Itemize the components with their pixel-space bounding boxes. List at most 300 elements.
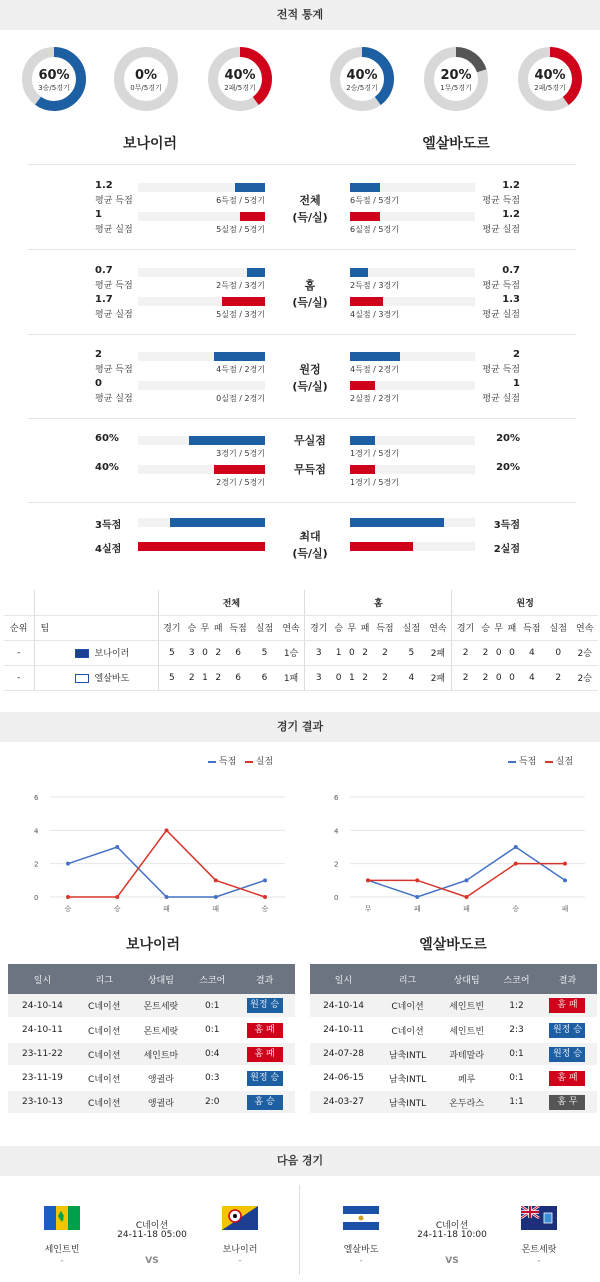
right-value: 1.2 (502, 180, 520, 191)
match-opponent[interactable]: 페루 (438, 1066, 495, 1090)
left-label: 평균 실점 (95, 225, 133, 235)
match-date: 24-03-27 (310, 1090, 377, 1114)
rank-cell: - (4, 640, 34, 665)
right-caption: 2실점 / 2경기 (350, 394, 399, 403)
next-dash: - (537, 1256, 541, 1266)
y-tick-label: 4 (34, 827, 39, 836)
left-bar-fill (235, 183, 265, 192)
team-cell[interactable] (34, 665, 158, 690)
standings-cell: 4 (519, 665, 545, 690)
right-bar-track (350, 268, 475, 277)
vs-label: VS (445, 1256, 459, 1266)
left-value: 1 (95, 209, 102, 220)
left-bar-track (138, 212, 265, 221)
right-value: 2실점 (493, 544, 520, 555)
left-bar-track (138, 542, 265, 551)
donut-1 (114, 47, 178, 111)
match-score: 2:3 (495, 1018, 538, 1042)
table-row (8, 1066, 295, 1090)
left-bar-track (138, 297, 265, 306)
data-point (465, 878, 469, 882)
data-point (563, 862, 567, 866)
right-bar-fill (350, 436, 375, 445)
x-tick-label: 패 (463, 905, 470, 913)
standings-cell: 5 (251, 640, 277, 665)
left-value: 4실점 (95, 544, 122, 555)
series-line-0 (368, 847, 565, 897)
legend-swatch (508, 761, 516, 763)
standings-cell: 0 (545, 640, 571, 665)
y-tick-label: 0 (334, 894, 339, 902)
category-label: 무득점 (294, 463, 326, 476)
match-score: 2:0 (190, 1090, 234, 1114)
standings-group-2: 원정 (452, 590, 598, 615)
table-row (310, 994, 597, 1018)
standings-cell: 0 (505, 665, 518, 690)
standings-cell: 1 (345, 665, 358, 690)
donut-caption: 2패/5경기 (224, 84, 256, 92)
right-bar-fill (350, 268, 368, 277)
table-row (310, 1066, 597, 1090)
data-point (66, 895, 70, 899)
category-label: 무실점 (294, 434, 326, 447)
match-result (234, 994, 295, 1018)
x-tick-label: 패 (212, 905, 220, 913)
result-badge: 홈 패 (247, 1023, 283, 1038)
right-bar-track (350, 436, 475, 445)
match-league: C네이션 (77, 994, 132, 1018)
match-date: 23-11-22 (8, 1042, 77, 1066)
x-tick-label: 패 (163, 905, 170, 913)
category-label: 전체 (득/실) (292, 194, 328, 224)
match-result (538, 1018, 597, 1042)
standings-cell: 2승 (571, 640, 598, 665)
divider (28, 502, 576, 503)
match-league: 남축INTL (377, 1042, 438, 1066)
left-label: 평균 득점 (95, 365, 133, 375)
right-bar-fill (350, 465, 375, 474)
match-result (538, 1042, 597, 1066)
standings-cell: 2 (479, 665, 492, 690)
standings-cell: 2패 (425, 665, 452, 690)
standings-cell: 1 (198, 665, 211, 690)
results-col-header: 일시 (8, 964, 77, 994)
standings-col-header: 경기 (452, 615, 479, 640)
data-point (465, 895, 469, 899)
divider (28, 164, 576, 165)
next-home-team[interactable]: 엘살바도 (343, 1245, 379, 1255)
table-row (8, 994, 295, 1018)
left-label: 평균 득점 (95, 281, 133, 291)
rank-header: 순위 (4, 615, 34, 640)
right-label: 평균 실점 (482, 310, 520, 320)
x-tick-label: 승 (261, 905, 269, 913)
match-date: 24-06-15 (310, 1066, 377, 1090)
standings-col-header: 연속 (571, 615, 598, 640)
table-row (8, 1042, 295, 1066)
standings-cell: 2 (359, 665, 372, 690)
match-opponent[interactable]: 세인트마 (132, 1042, 191, 1066)
left-bar-track (138, 465, 265, 474)
match-result (234, 1042, 295, 1066)
left-value: 2 (95, 349, 102, 360)
standings-cell: 0 (345, 640, 358, 665)
standings-col-header: 실점 (398, 615, 424, 640)
left-bar-fill (170, 518, 265, 527)
legend-label: 득점 (518, 757, 537, 767)
match-result (538, 1066, 597, 1090)
right-value: 1.2 (502, 209, 520, 220)
match-date: 23-10-13 (8, 1090, 77, 1114)
standings-cell: 4 (398, 665, 424, 690)
right-label: 평균 득점 (482, 196, 520, 206)
standings-table (4, 590, 598, 691)
right-caption: 4득점 / 2경기 (350, 365, 399, 374)
standings-cell: 0 (198, 640, 211, 665)
match-league: C네이션 (77, 1066, 132, 1090)
match-opponent[interactable]: 몬트세랏 (132, 1018, 191, 1042)
divider (28, 334, 576, 335)
match-league: C네이션 (77, 1042, 132, 1066)
standings-cell: 2패 (425, 640, 452, 665)
donut-2 (208, 47, 272, 111)
left-caption: 3경기 / 5경기 (216, 449, 265, 458)
match-score: 1:2 (495, 994, 538, 1018)
y-tick-label: 2 (34, 860, 39, 869)
standings-col-header: 경기 (158, 615, 185, 640)
left-caption: 0실점 / 2경기 (216, 394, 265, 403)
left-bar-track (138, 268, 265, 277)
standings-col-header: 승 (479, 615, 492, 640)
table-row (310, 1018, 597, 1042)
match-result (234, 1090, 295, 1114)
data-point (415, 878, 419, 882)
standings-cell: 2 (372, 640, 398, 665)
left-value: 0 (95, 378, 102, 389)
y-tick-label: 0 (34, 894, 39, 902)
data-point (214, 895, 218, 899)
left-bar-fill (240, 212, 265, 221)
results-col-header: 일시 (310, 964, 377, 994)
flag-icon (521, 1206, 557, 1230)
data-point (214, 878, 218, 882)
match-opponent[interactable]: 과테말라 (438, 1042, 495, 1066)
match-score: 0:1 (190, 1018, 234, 1042)
results-col-header: 스코어 (190, 964, 234, 994)
right-value: 0.7 (502, 265, 520, 276)
standings-cell: 2 (212, 640, 225, 665)
left-value: 0.7 (95, 265, 113, 276)
chart-legend (208, 754, 273, 767)
table-row (4, 640, 598, 665)
left-label: 평균 득점 (95, 196, 133, 206)
right-bar-track (350, 183, 475, 192)
right-team-name: 엘살바도르 (422, 136, 490, 152)
left-results-chart (30, 780, 290, 920)
match-score: 0:1 (495, 1066, 538, 1090)
standings-col-header: 승 (332, 615, 345, 640)
donut-percent: 20% (440, 68, 472, 83)
right-bar-fill (350, 518, 444, 527)
team-name: 엘살바도 (94, 674, 130, 684)
right-bar-track (350, 212, 475, 221)
next-league: C네이션 (435, 1221, 469, 1231)
result-badge: 홈 패 (549, 1071, 585, 1086)
flag-icon (75, 674, 89, 683)
legend-swatch (245, 761, 253, 763)
standings-col-header: 패 (505, 615, 518, 640)
standings-cell: 5 (158, 640, 185, 665)
left-bar-fill (189, 436, 265, 445)
match-league: C네이션 (77, 1090, 132, 1114)
donut-caption: 3승/5경기 (38, 84, 70, 92)
donut-caption: 2패/5경기 (534, 84, 566, 92)
standings-cell: 5 (398, 640, 424, 665)
left-results-team: 보나이러 (125, 937, 181, 953)
donut-percent: 40% (534, 68, 566, 83)
right-label: 평균 득점 (482, 281, 520, 291)
left-bar-fill (214, 465, 265, 474)
right-caption: 1경기 / 5경기 (350, 478, 399, 487)
result-badge: 원정 승 (549, 1047, 585, 1062)
match-score: 0:4 (190, 1042, 234, 1066)
data-point (514, 862, 518, 866)
standings-col-header: 패 (212, 615, 225, 640)
left-value: 60% (95, 433, 119, 444)
results-col-header: 상대팀 (438, 964, 495, 994)
standings-cell: 0 (505, 640, 518, 665)
results-col-header: 스코어 (495, 964, 538, 994)
standings-head-cell (34, 590, 158, 615)
standings-cell: 1패 (278, 665, 305, 690)
right-caption: 2득점 / 3경기 (350, 281, 399, 290)
match-score: 0:3 (190, 1066, 234, 1090)
right-bar-track (350, 352, 475, 361)
data-point (115, 895, 119, 899)
results-col-header: 결과 (538, 964, 597, 994)
left-caption: 6득점 / 5경기 (216, 196, 265, 205)
result-badge: 원정 승 (247, 1071, 283, 1086)
category-label: 홈 (득/실) (292, 279, 328, 309)
standings-col-header: 득점 (225, 615, 251, 640)
standings-cell: 2 (545, 665, 571, 690)
team-header: 팀 (34, 615, 158, 640)
standings-col-header: 득점 (372, 615, 398, 640)
data-point (115, 845, 119, 849)
divider (299, 1185, 300, 1275)
left-bar-track (138, 436, 265, 445)
match-opponent[interactable]: 온두라스 (438, 1090, 495, 1114)
right-caption: 6득점 / 5경기 (350, 196, 399, 205)
right-value: 20% (496, 462, 520, 473)
right-label: 평균 실점 (482, 394, 520, 404)
right-bar-fill (350, 297, 383, 306)
donut-percent: 60% (38, 68, 70, 83)
right-value: 1 (513, 378, 520, 389)
match-opponent[interactable]: 앵귈라 (132, 1090, 191, 1114)
divider (28, 249, 576, 250)
legend-label: 득점 (218, 757, 237, 767)
right-results-chart (330, 780, 590, 920)
next-home-team[interactable]: 세인트빈 (44, 1245, 80, 1255)
match-opponent[interactable]: 몬트세랏 (132, 994, 191, 1018)
y-tick-label: 6 (334, 794, 339, 802)
left-label: 평균 실점 (95, 310, 133, 320)
flag-icon (75, 649, 89, 658)
right-bar-track (350, 465, 475, 474)
standings-col-header: 무 (492, 615, 505, 640)
right-caption: 1경기 / 5경기 (350, 449, 399, 458)
table-row (4, 665, 598, 690)
results-col-header: 결과 (234, 964, 295, 994)
right-value: 2 (513, 349, 520, 360)
donut-5 (518, 47, 582, 111)
donut-percent: 0% (134, 68, 158, 83)
right-bar-fill (350, 352, 400, 361)
data-point (165, 828, 169, 832)
standings-cell: 2 (372, 665, 398, 690)
next-away-team[interactable]: 몬트세랏 (521, 1245, 557, 1255)
right-value: 1.3 (502, 294, 520, 305)
right-bar-fill (350, 542, 413, 551)
left-caption: 4득점 / 2경기 (216, 365, 265, 374)
left-caption: 2득점 / 3경기 (216, 281, 265, 290)
right-bar-track (350, 518, 475, 527)
left-team-name: 보나이러 (122, 136, 178, 152)
flag-icon (343, 1206, 379, 1230)
left-caption: 5실점 / 5경기 (216, 225, 265, 234)
left-results-table (8, 964, 295, 1115)
next-away-team[interactable]: 보나이러 (222, 1245, 258, 1255)
standings-cell: 2 (452, 640, 479, 665)
match-opponent[interactable]: 세인트빈 (438, 1018, 495, 1042)
result-badge: 원정 승 (549, 1023, 585, 1038)
donut-3 (330, 47, 394, 111)
x-tick-label: 승 (113, 905, 121, 913)
standings-cell: 6 (225, 640, 251, 665)
right-caption: 4실점 / 3경기 (350, 310, 399, 319)
x-tick-label: 패 (413, 905, 421, 913)
match-league: 남축INTL (377, 1090, 438, 1114)
x-tick-label: 승 (64, 905, 72, 913)
right-caption: 6실점 / 5경기 (350, 225, 399, 234)
standings-group-1: 홈 (305, 590, 452, 615)
match-date: 24-07-28 (310, 1042, 377, 1066)
result-badge: 홈 패 (247, 1047, 283, 1062)
left-value: 1.2 (95, 180, 113, 191)
right-results-team: 엘살바도르 (419, 937, 487, 953)
vs-label: VS (145, 1256, 159, 1266)
x-tick-label: 무 (364, 905, 372, 913)
legend-label: 실점 (555, 757, 574, 767)
match-league: C네이션 (377, 1018, 438, 1042)
standings-cell: 5 (158, 665, 185, 690)
standings-cell: 1승 (278, 640, 305, 665)
next-dash: - (238, 1256, 242, 1266)
left-bar-track (138, 518, 265, 527)
standings-cell: 2 (359, 640, 372, 665)
standings-cell: 0 (492, 640, 505, 665)
left-value: 3득점 (95, 520, 122, 531)
left-value: 40% (95, 462, 119, 473)
category-label: 원정 (득/실) (292, 363, 328, 393)
standings-cell: 2 (452, 665, 479, 690)
right-value: 20% (496, 433, 520, 444)
match-date: 24-10-11 (8, 1018, 77, 1042)
donut-0 (22, 47, 86, 111)
data-point (263, 878, 267, 882)
match-score: 0:1 (495, 1042, 538, 1066)
standings-cell: 3 (305, 640, 332, 665)
standings-cell: 0 (492, 665, 505, 690)
standings-cell: 3 (185, 640, 198, 665)
match-opponent[interactable]: 앵귈라 (132, 1066, 191, 1090)
flag-icon (222, 1206, 258, 1230)
table-row (310, 1090, 597, 1114)
standings-cell: 3 (305, 665, 332, 690)
table-row (310, 1042, 597, 1066)
standings-head-cell (4, 590, 34, 615)
data-point (366, 878, 370, 882)
standings-col-header: 연속 (278, 615, 305, 640)
match-league: C네이션 (377, 994, 438, 1018)
data-point (514, 845, 518, 849)
next-time: 24-11-18 05:00 (117, 1230, 187, 1240)
standings-group-0: 전체 (158, 590, 305, 615)
match-score: 0:1 (190, 994, 234, 1018)
next-league: C네이션 (135, 1221, 169, 1231)
right-value: 3득점 (493, 520, 520, 531)
chart-legend (508, 754, 573, 767)
standings-col-header: 무 (198, 615, 211, 640)
next-dash: - (60, 1256, 64, 1266)
legend-swatch (545, 761, 553, 763)
next-header: 다음 경기 (0, 1146, 600, 1176)
table-row (8, 1018, 295, 1042)
standings-cell: 6 (225, 665, 251, 690)
standings-cell: 2 (185, 665, 198, 690)
left-caption: 2경기 / 5경기 (216, 478, 265, 487)
match-opponent[interactable]: 세인트빈 (438, 994, 495, 1018)
data-point (263, 895, 267, 899)
left-bar-fill (222, 297, 265, 306)
match-result (234, 1066, 295, 1090)
left-bar-fill (247, 268, 265, 277)
flag-icon (44, 1206, 80, 1230)
stats-header: 전적 통계 (0, 0, 600, 30)
right-bar-fill (350, 212, 380, 221)
match-league: 남축INTL (377, 1066, 438, 1090)
left-bar-fill (138, 542, 265, 551)
y-tick-label: 6 (34, 794, 39, 802)
donut-4 (424, 47, 488, 111)
match-result (538, 1090, 597, 1114)
right-bar-fill (350, 183, 380, 192)
data-point (165, 895, 169, 899)
left-bar-fill (214, 352, 265, 361)
match-date: 24-10-14 (8, 994, 77, 1018)
next-dash: - (359, 1256, 363, 1266)
right-label: 평균 득점 (482, 365, 520, 375)
team-cell[interactable] (34, 640, 158, 665)
table-row (8, 1090, 295, 1114)
right-bar-track (350, 297, 475, 306)
results-col-header: 리그 (377, 964, 438, 994)
standings-cell: 2 (212, 665, 225, 690)
right-bar-fill (350, 381, 375, 390)
standings-col-header: 경기 (305, 615, 332, 640)
left-bar-track (138, 381, 265, 390)
